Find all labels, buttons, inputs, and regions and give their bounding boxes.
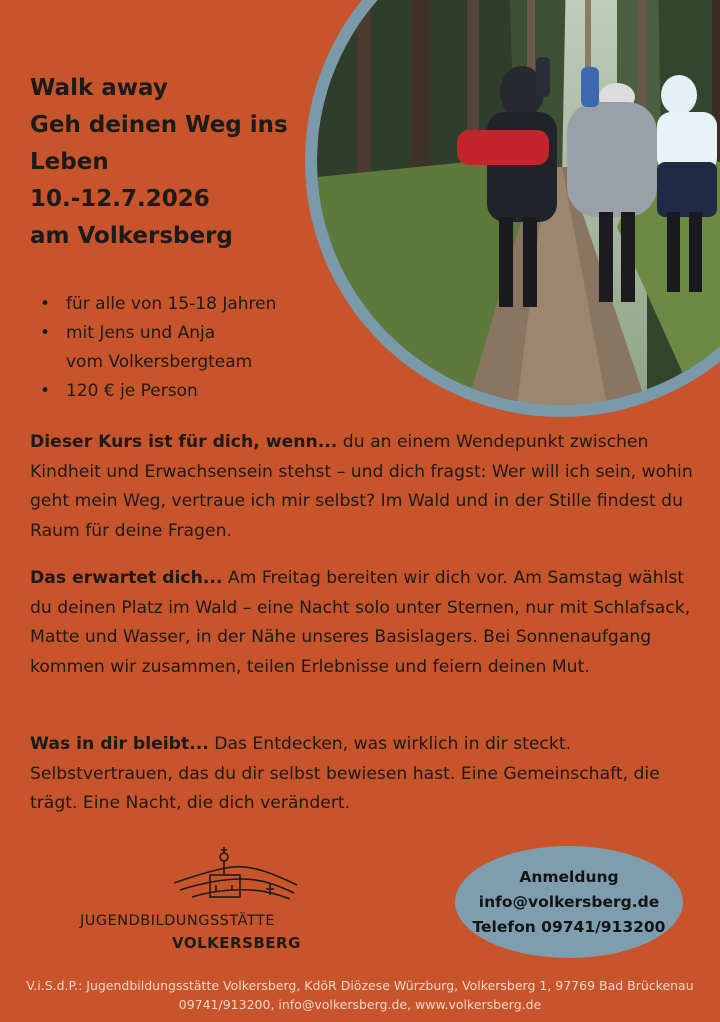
- title-line: Leben: [30, 149, 109, 175]
- section-text: Das Entdecken, was wirklich in dir steckt. Selbstvertrauen, das du dir selbst bewiesen hast. Eine Gemeinschaft, die trägt. Eine Nacht, die dich verändert.: [30, 734, 660, 813]
- registration-label: Anmeldung: [519, 867, 619, 886]
- section-heading: Was in dir bleibt...: [30, 734, 209, 754]
- title-line: Geh deinen Weg ins: [30, 112, 288, 138]
- imprint-line2: 09741/913200, info@volkersberg.de, www.volkersberg.de: [178, 997, 542, 1012]
- registration-email[interactable]: info@volkersberg.de: [478, 892, 660, 911]
- detail-item-leaders: • mit Jens und Anja: [30, 319, 310, 348]
- section-what-to-expect: [30, 564, 695, 682]
- section-for-whom: [30, 428, 695, 546]
- detail-item-price: • 120 € je Person: [30, 377, 310, 406]
- imprint-line1: V.i.S.d.P.: Jugendbildungsstätte Volkersberg, KdöR Diözese Würzburg, Volkersberg 1, 97769 Bad Brückenau: [26, 978, 694, 993]
- title-line: am Volkersberg: [30, 223, 233, 249]
- logo-text-line1: JUGENDBILDUNGSSTÄTTE: [80, 913, 276, 929]
- detail-item-age: • für alle von 15-18 Jahren: [30, 290, 310, 319]
- imprint-footer: [0, 976, 720, 1014]
- section-text: du an einem Wendepunkt zwischen Kindheit und Erwachsensein stehst – und dich fragst: Wer will ich sein, wohin geht mein Weg, vertraue ich mir selbst? Im Wald und in der Stille findest du Raum für deine Fragen.: [30, 432, 693, 541]
- details-list: [30, 290, 310, 406]
- section-heading: Das erwartet dich...: [30, 568, 223, 588]
- title-line: Walk away: [30, 75, 168, 101]
- detail-item-team: vom Volkersbergteam: [66, 352, 253, 372]
- registration-badge: [455, 846, 683, 958]
- logo-text-line2: VOLKERSBERG: [172, 934, 301, 952]
- registration-phone[interactable]: Telefon 09741/913200: [472, 917, 666, 936]
- castle-hill-icon: [172, 845, 302, 915]
- volkersberg-logo: [80, 845, 300, 960]
- event-title: [30, 70, 320, 255]
- section-heading: Dieser Kurs ist für dich, wenn...: [30, 432, 338, 452]
- title-line: 10.-12.7.2026: [30, 186, 210, 212]
- section-text: Am Freitag bereiten wir dich vor. Am Samstag wählst du deinen Platz im Wald – eine Nacht solo unter Sternen, nur mit Schlafsack, Matte und Wasser, in der Nähe unseres Basislagers. Bei Sonnenaufgang kommen wir zusammen, teilen Erlebnisse und feiern deinen Mut.: [30, 568, 691, 677]
- section-what-remains: [30, 730, 695, 819]
- forest-photo-illustration: [317, 0, 720, 405]
- forest-hikers-photo: [305, 0, 720, 417]
